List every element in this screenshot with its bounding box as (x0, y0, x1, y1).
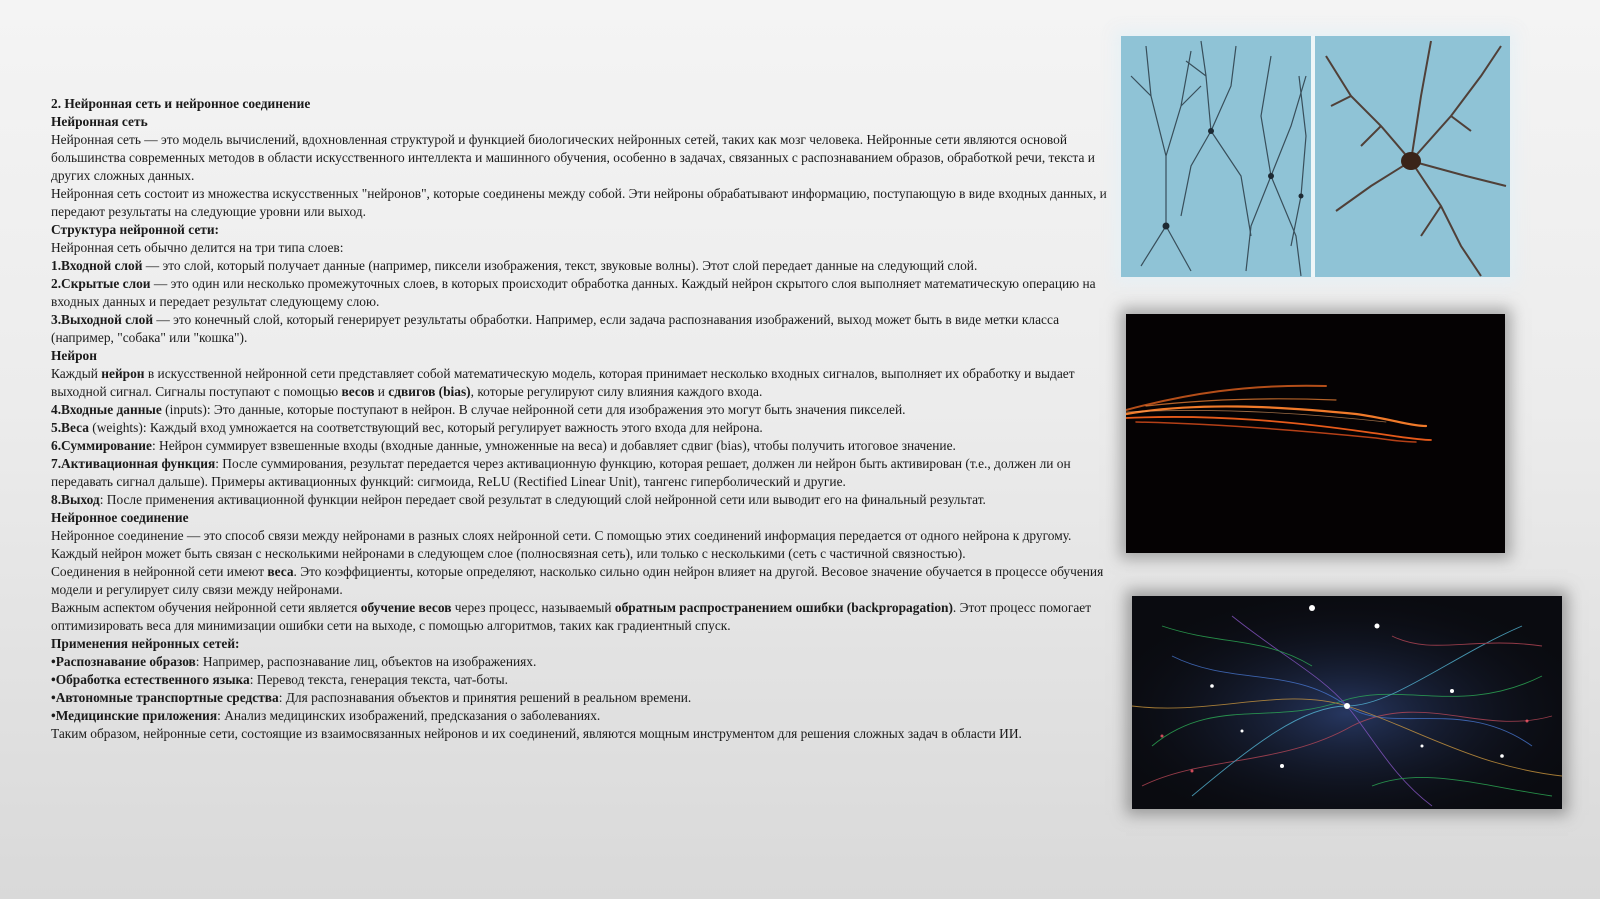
text-line (51, 419, 1111, 437)
text-line (51, 491, 1111, 509)
paragraph-text: Нейронное соединение — это способ связи между нейронами в разных слоях нейронной сети. С помощью этих соединений информация передается от одного нейрона к другому. Каждый нейрон может быть связан с несколькими нейронами в следующем слое (полносвязная сеть), или только с несколькими (сеть с частичной связностью). (51, 528, 1072, 561)
paragraph-text: : Для распознавания объектов и принятия решений в реальном времени. (278, 690, 692, 705)
section-heading: Нейрон (51, 348, 97, 363)
paragraph-text: — это слой, который получает данные (например, пиксели изображения, текст, звуковые волны). Этот слой передает данные на следующий слой. (142, 258, 978, 273)
document-body (51, 95, 1111, 743)
list-item-label: 8.Выход (51, 492, 100, 507)
neuron-micrograph-image (1121, 36, 1510, 277)
list-item-label: 1.Входной слой (51, 258, 143, 273)
list-item-label: 5.Веса (51, 420, 89, 435)
text-line (51, 221, 1111, 239)
bold-text: нейрон (101, 366, 145, 381)
paragraph-text: : После суммирования, результат передается через активационную функцию, которая решает, должен ли нейрон быть активирован (т.е., должен ли он передавать сигнал дальше). Примеры активационных функций: сигмоида, ReLU (Rectified Linear Unit), тангенс гиперболический и другие. (51, 456, 1071, 489)
paragraph-text: — это один или несколько промежуточных слоев, в которых происходит обработка данных. Каждый нейрон скрытого слоя выполняет математическую операцию на входных данных и передает результат следующему слою. (51, 276, 1096, 309)
text-span: , которые регулируют силу влияния каждого входа. (470, 384, 763, 399)
text-span: Каждый (51, 366, 102, 381)
text-line (51, 599, 1111, 635)
bold-text: весов (341, 384, 375, 399)
paragraph-text: : Нейрон суммирует взвешенные входы (входные данные, умноженные на веса) и добавляет сдвиг (bias), чтобы получить итоговое значение. (151, 438, 956, 453)
section-heading: 2. Нейронная сеть и нейронное соединение (51, 96, 311, 111)
section-heading: Применения нейронных сетей: (51, 636, 240, 651)
text-line (51, 401, 1111, 419)
section-heading: Структура нейронной сети: (51, 222, 220, 237)
text-line (51, 365, 1111, 401)
paragraph-text: Нейронная сеть состоит из множества искусственных "нейронов", которые соединены между собой. Эти нейроны обрабатывают информацию, поступающую в виде входных данных, и передают результаты на следующие уровни или выход. (51, 186, 1107, 219)
text-line (51, 275, 1111, 311)
list-item-label: •Обработка естественного языка (51, 672, 250, 687)
text-line (51, 95, 1111, 113)
text-span: в искусственной нейронной сети представляет собой математическую модель, которая принимает несколько входных сигналов, выполняет их обработку и выдает выходной сигнал. Сигналы поступают с помощью (51, 366, 1075, 399)
list-item-label: 6.Суммирование (51, 438, 152, 453)
text-line (51, 131, 1111, 185)
paragraph-text: (inputs): Это данные, которые поступают в нейрон. В случае нейронной сети для изображения это могут быть значения пикселей. (161, 402, 906, 417)
text-line (51, 509, 1111, 527)
text-span: . Это коэффициенты, которые определяют, насколько сильно один нейрон влияет на другой. Весовое значение обучается в процессе обучения модели и регулирует силу связи между нейронами. (51, 564, 1104, 597)
neural-network-render-icon (1132, 596, 1562, 809)
bold-text: обратным распространением ошибки (backpropagation) (614, 600, 953, 615)
paragraph-text: Нейронная сеть — это модель вычислений, вдохновленная структурой и функцией биологических нейронных сетей, таких как мозг человека. Нейронные сети являются основой большинства современных методов в области искусственного интеллекта и машинного обучения, особенно в задачах, связанных с распознаванием образов, обработкой речи, текста и других сложных данных. (51, 132, 1095, 183)
text-line (51, 689, 1111, 707)
text-line (51, 653, 1111, 671)
paragraph-text: — это конечный слой, который генерирует результаты обработки. Например, если задача распознавания изображений, выход может быть в виде метки класса (например, "собака" или "кошка"). (51, 312, 1060, 345)
text-line (51, 527, 1111, 563)
list-item-label: 2.Скрытые слои (51, 276, 151, 291)
text-line (51, 311, 1111, 347)
text-line (51, 671, 1111, 689)
bold-text: обучение весов (360, 600, 452, 615)
text-span: . Этот процесс помогает оптимизировать веса для минимизации ошибки сети на выходе, с помощью алгоритмов, таких как градиентный спуск. (51, 600, 1092, 633)
text-line (51, 257, 1111, 275)
paragraph-text: : После применения активационной функции нейрон передает свой результат в следующий слой нейронной сети или выводит его на финальный результат. (99, 492, 986, 507)
text-span: и (374, 384, 389, 399)
text-line (51, 113, 1111, 131)
paragraph-text: : Например, распознавание лиц, объектов на изображениях. (195, 654, 537, 669)
nerve-signal-image (1126, 314, 1505, 553)
paragraph-text: (weights): Каждый вход умножается на соответствующий вес, который регулирует важность этого входа для нейрона. (88, 420, 763, 435)
text-line (51, 437, 1111, 455)
text-span: Соединения в нейронной сети имеют (51, 564, 268, 579)
list-item-label: 3.Выходной слой (51, 312, 154, 327)
text-line (51, 707, 1111, 725)
text-line (51, 239, 1111, 257)
list-item-label: 4.Входные данные (51, 402, 162, 417)
neuron-micrograph-icon (1121, 36, 1510, 277)
text-line (51, 635, 1111, 653)
text-line (51, 455, 1111, 491)
paragraph-text: : Анализ медицинских изображений, предсказания о заболеваниях. (217, 708, 601, 723)
nerve-signal-icon (1126, 314, 1505, 553)
text-span: Важным аспектом обучения нейронной сети является (51, 600, 361, 615)
list-item-label: 7.Активационная функция (51, 456, 216, 471)
text-line (51, 347, 1111, 365)
neural-network-render-image (1132, 596, 1562, 809)
paragraph-text: Таким образом, нейронные сети, состоящие из взаимосвязанных нейронов и их соединений, являются мощным инструментом для решения сложных задач в области ИИ. (51, 726, 1022, 741)
list-item-label: •Медицинские приложения (51, 708, 218, 723)
list-item-label: •Автономные транспортные средства (51, 690, 279, 705)
paragraph-text: : Перевод текста, генерация текста, чат-боты. (249, 672, 508, 687)
text-line (51, 185, 1111, 221)
text-line (51, 725, 1111, 743)
bold-text: сдвигов (bias) (388, 384, 471, 399)
paragraph-text: Нейронная сеть обычно делится на три типа слоев: (51, 240, 344, 255)
bold-text: веса (267, 564, 294, 579)
section-heading: Нейронное соединение (51, 510, 189, 525)
text-line (51, 563, 1111, 599)
list-item-label: •Распознавание образов (51, 654, 196, 669)
text-span: через процесс, называемый (451, 600, 615, 615)
section-heading: Нейронная сеть (51, 114, 148, 129)
